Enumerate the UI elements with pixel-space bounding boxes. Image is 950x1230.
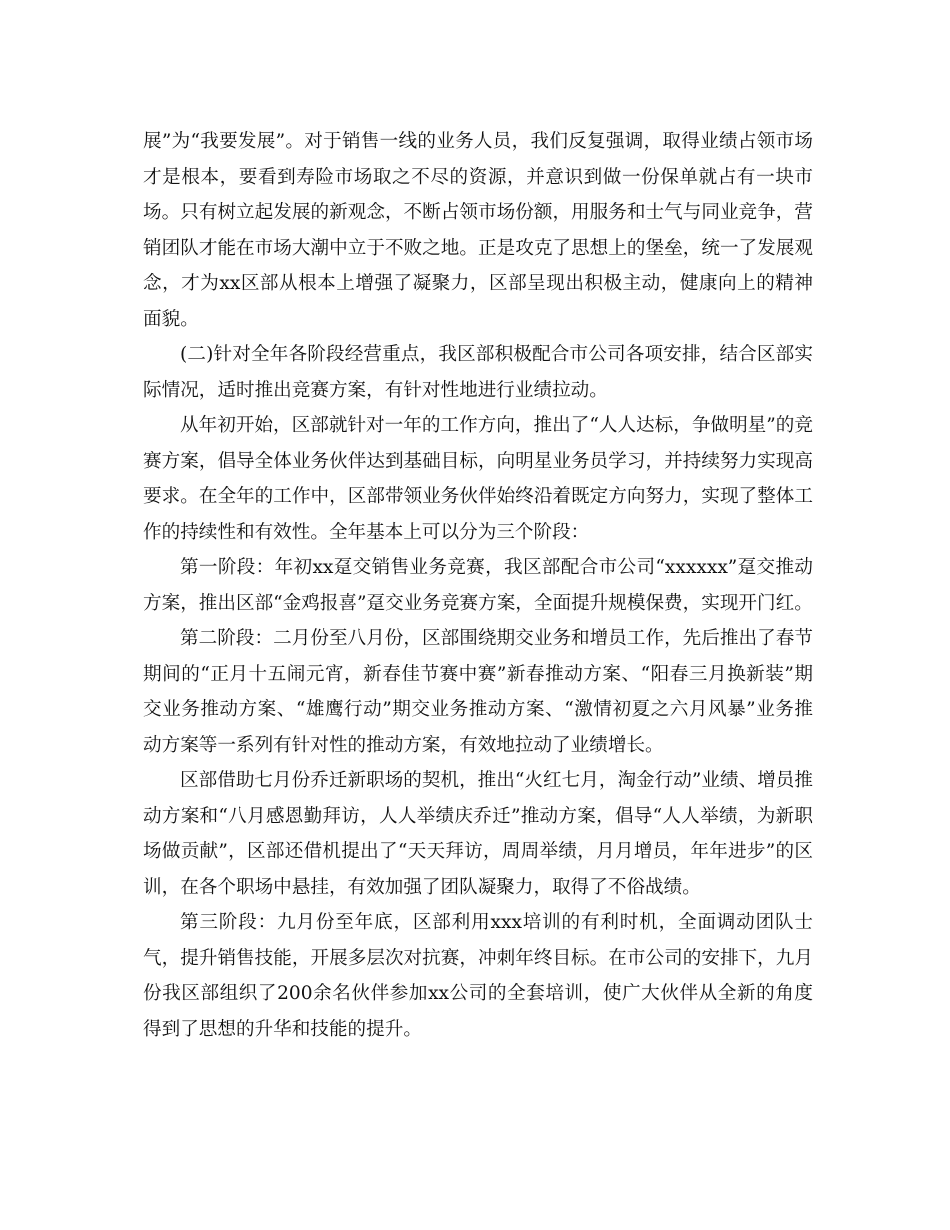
paragraph-stage-one: 第一阶段：年初xx趸交销售业务竞赛，我区部配合市公司“xxxxxx”趸交推动方案，推出区部“金鸡报喜”趸交业务竞赛方案，全面提升规模保费，实现开门红。 bbox=[143, 557, 813, 614]
paragraph-continuation: 展”为“我要发展”。对于销售一线的业务人员，我们反复强调，取得业绩占领市场才是根本，要看到寿险市场取之不尽的资源，并意识到做一份保单就占有一块市场。只有树立起发展的新观念，不断占领市场份额，用服务和士气与同业竞争，营销团队才能在市场大潮中立于不败之地。正是攻克了思想上的堡垒，统一了发展观念，才为xx区部从根本上增强了凝聚力，区部呈现出积极主动，健康向上的精神面貌。 bbox=[143, 131, 813, 330]
paragraph-stage-three: 第三阶段：九月份至年底，区部利用xxx培训的有利时机，全面调动团队士气，提升销售技能，开展多层次对抗赛，冲刺年终目标。在市公司的安排下，九月份我区部组织了200余名伙伴参加xx公司的全套培训，使广大伙伴从全新的角度得到了思想的升华和技能的提升。 bbox=[143, 912, 813, 1040]
paragraph-section-two: (二)针对全年各阶段经营重点，我区部积极配合市公司各项安排，结合区部实际情况，适时推出竞赛方案，有针对性地进行业绩拉动。 bbox=[143, 344, 813, 401]
document-body bbox=[143, 124, 813, 1047]
paragraph-stage-two: 第二阶段：二月份至八月份，区部围绕期交业务和增员工作，先后推出了春节期间的“正月十五闹元宵，新春佳节赛中赛”新春推动方案、“阳春三月换新装”期交业务推动方案、“雄鹰行动”期交业务推动方案、“激情初夏之六月风暴”业务推动方案等一系列有针对性的推动方案，有效地拉动了业绩增长。 bbox=[143, 628, 813, 756]
paragraph-july-move: 区部借助七月份乔迁新职场的契机，推出“火红七月，淘金行动”业绩、增员推动方案和“八月感恩勤拜访，人人举绩庆乔迁”推动方案，倡导“人人举绩，为新职场做贡献”，区部还借机提出了“天天拜访，周周举绩，月月增员，年年进步”的区训，在各个职场中悬挂，有效加强了团队凝聚力，取得了不俗战绩。 bbox=[143, 770, 813, 898]
paragraph-year-start: 从年初开始，区部就针对一年的工作方向，推出了“人人达标，争做明星”的竞赛方案，倡导全体业务伙伴达到基础目标，向明星业务员学习，并持续努力实现高要求。在全年的工作中，区部带领业务伙伴始终沿着既定方向努力，实现了整体工作的持续性和有效性。全年基本上可以分为三个阶段： bbox=[143, 415, 813, 543]
